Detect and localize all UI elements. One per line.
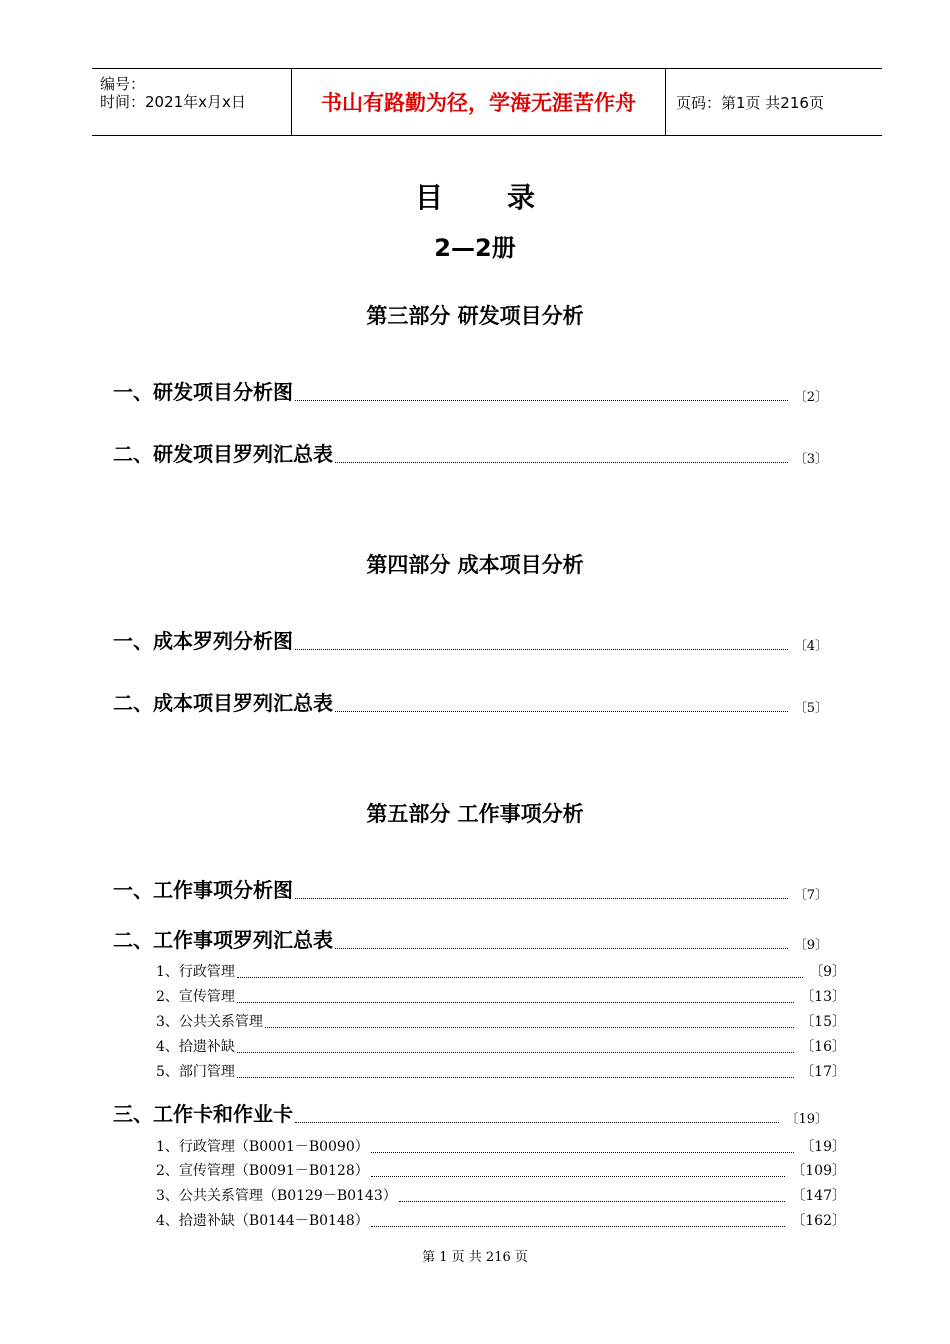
toc-entry-page: 〔15〕 bbox=[800, 1014, 846, 1030]
leader-dots bbox=[295, 897, 788, 899]
toc-entry-page: 〔13〕 bbox=[800, 989, 846, 1005]
toc-entry[interactable] bbox=[113, 438, 828, 467]
toc-sub-entry[interactable] bbox=[156, 1011, 846, 1031]
toc-entry[interactable] bbox=[113, 376, 828, 405]
leader-dots bbox=[399, 1200, 786, 1202]
number-label: 编号： bbox=[100, 75, 146, 93]
toc-sub-entry[interactable] bbox=[156, 1210, 846, 1230]
toc-entry-label: 2、宣传管理 bbox=[156, 989, 235, 1005]
toc-entry-page: 〔9〕 bbox=[809, 964, 846, 980]
toc-entry-page: 〔162〕 bbox=[791, 1213, 846, 1229]
toc-entry[interactable] bbox=[113, 687, 828, 716]
toc-entry-label: 3、公共关系管理（B0129－B0143） bbox=[156, 1188, 397, 1204]
leader-dots bbox=[371, 1151, 794, 1153]
toc-entry-page: 〔5〕 bbox=[793, 701, 828, 716]
toc-entry-label: 1、行政管理 bbox=[156, 964, 235, 980]
header-meta bbox=[92, 69, 292, 135]
leader-dots bbox=[335, 947, 788, 949]
toc-title bbox=[0, 176, 950, 216]
toc-entry-page: 〔19〕 bbox=[785, 1112, 828, 1127]
page-footer: 第 1 页 共 216 页 bbox=[422, 1250, 528, 1265]
leader-dots bbox=[295, 648, 788, 650]
toc-title-char-1: 目 bbox=[414, 181, 443, 214]
leader-dots bbox=[371, 1225, 786, 1227]
toc-entry-page: 〔16〕 bbox=[800, 1039, 846, 1055]
header-page-info: 页码：第1页 共216页 bbox=[676, 93, 824, 112]
toc-entry-label: 2、宣传管理（B0091－B0128） bbox=[156, 1163, 369, 1179]
toc-sub-entry[interactable] bbox=[156, 1185, 846, 1205]
leader-dots bbox=[237, 1051, 794, 1053]
toc-entry-label: 5、部门管理 bbox=[156, 1064, 235, 1080]
toc-sub-entry[interactable] bbox=[156, 1136, 846, 1156]
toc-entry-page: 〔9〕 bbox=[793, 938, 828, 953]
toc-entry[interactable] bbox=[113, 924, 828, 953]
toc-entry-page: 〔4〕 bbox=[793, 639, 828, 654]
toc-sub-entry[interactable] bbox=[156, 1061, 846, 1081]
part-heading: 第四部分 成本项目分析 bbox=[366, 552, 584, 577]
toc-entry-page: 〔19〕 bbox=[800, 1139, 846, 1155]
header-motto: 书山有路勤为径，学海无涯苦作舟 bbox=[292, 69, 666, 135]
toc-sub-entry[interactable] bbox=[156, 986, 846, 1006]
toc-entry-label: 二、成本项目罗列汇总表 bbox=[113, 691, 333, 715]
leader-dots bbox=[335, 461, 788, 463]
leader-dots bbox=[335, 710, 788, 712]
toc-entry[interactable] bbox=[113, 874, 828, 903]
leader-dots bbox=[237, 1001, 794, 1003]
toc-entry-label: 4、拾遗补缺（B0144－B0148） bbox=[156, 1213, 369, 1229]
time-label: 时间：2021年x月x日 bbox=[100, 93, 246, 111]
leader-dots bbox=[295, 1121, 779, 1123]
leader-dots bbox=[237, 976, 803, 978]
leader-dots bbox=[371, 1175, 786, 1177]
toc-entry-label: 3、公共关系管理 bbox=[156, 1014, 263, 1030]
toc-entry-page: 〔17〕 bbox=[800, 1064, 846, 1080]
part-heading: 第五部分 工作事项分析 bbox=[366, 801, 584, 826]
leader-dots bbox=[237, 1076, 794, 1078]
toc-entry-label: 二、工作事项罗列汇总表 bbox=[113, 928, 333, 952]
part-heading: 第三部分 研发项目分析 bbox=[366, 303, 584, 328]
toc-sub-entry[interactable] bbox=[156, 1160, 846, 1180]
toc-entry-label: 一、工作事项分析图 bbox=[113, 878, 293, 902]
toc-entry-label: 1、行政管理（B0001－B0090） bbox=[156, 1139, 369, 1155]
leader-dots bbox=[265, 1026, 794, 1028]
toc-entry-page: 〔147〕 bbox=[791, 1188, 846, 1204]
volume-title: 2—2册 bbox=[434, 234, 516, 262]
page-header bbox=[92, 68, 882, 136]
toc-entry[interactable] bbox=[113, 625, 828, 654]
toc-entry-label: 一、成本罗列分析图 bbox=[113, 629, 293, 653]
toc-sub-entry[interactable] bbox=[156, 1036, 846, 1056]
toc-sub-entry[interactable] bbox=[156, 961, 846, 981]
toc-entry-label: 一、研发项目分析图 bbox=[113, 380, 293, 404]
toc-entry-page: 〔7〕 bbox=[793, 888, 828, 903]
toc-entry-page: 〔109〕 bbox=[791, 1163, 846, 1179]
toc-entry[interactable] bbox=[113, 1098, 828, 1127]
toc-entry-label: 4、拾遗补缺 bbox=[156, 1039, 235, 1055]
toc-title-char-2: 录 bbox=[507, 181, 536, 214]
leader-dots bbox=[295, 399, 788, 401]
toc-entry-page: 〔2〕 bbox=[793, 390, 828, 405]
toc-entry-page: 〔3〕 bbox=[793, 452, 828, 467]
toc-entry-label: 三、工作卡和作业卡 bbox=[113, 1102, 293, 1126]
toc-entry-label: 二、研发项目罗列汇总表 bbox=[113, 442, 333, 466]
